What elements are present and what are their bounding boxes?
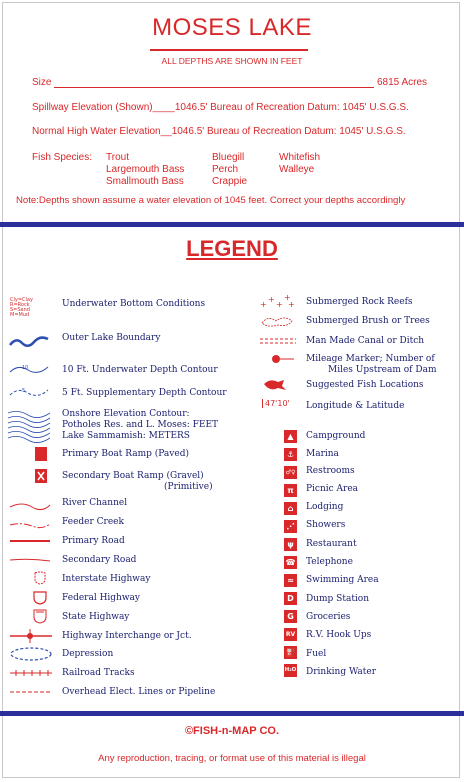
legend-label: Fuel <box>306 649 327 659</box>
depth-units-note: ALL DEPTHS ARE SHOWN IN FEET <box>161 56 303 66</box>
legend-label: Restaurant <box>306 539 357 549</box>
legend-label: Submerged Brush or Trees <box>306 316 430 326</box>
legend-label: Drinking Water <box>306 667 377 677</box>
legend-label: (Primitive) <box>164 482 213 492</box>
divider-band <box>0 222 464 227</box>
fish-species: Smallmouth Bass <box>106 176 184 187</box>
interchange-icon <box>8 627 54 645</box>
legend-label: Onshore Elevation Contour: <box>62 409 190 419</box>
primary-road-icon <box>8 536 52 546</box>
rock-reef-icon <box>258 293 298 309</box>
svg-text:S=Sand: S=Sand <box>10 307 30 313</box>
legend-label: Interstate Highway <box>62 574 151 584</box>
legend-label: Feeder Creek <box>62 517 124 527</box>
fish-species-label: Fish Species: <box>32 152 93 163</box>
normal-high-water: Normal High Water Elevation__1046.5' Bureau of Recreation Datum: 1045' U.S.G.S. <box>32 126 406 137</box>
footer-divider-band <box>0 711 464 716</box>
fish-species: Perch <box>212 164 239 175</box>
marina-icon: ⚓ <box>284 448 297 461</box>
swimming-icon: ≈ <box>284 574 297 587</box>
legend-label: Underwater Bottom Conditions <box>62 299 206 309</box>
lodging-icon: ⌂ <box>284 502 297 515</box>
legend-label: Overhead Elect. Lines or Pipeline <box>62 687 216 697</box>
campground-icon: ▲ <box>284 430 297 443</box>
legend-label: Outer Lake Boundary <box>62 333 161 343</box>
legend-label: Suggested Fish Locations <box>306 380 424 390</box>
dump-station-icon: D <box>284 592 297 605</box>
fuel-icon: ⛽ <box>285 648 296 657</box>
legend-label: Miles Upstream of Dam <box>328 365 437 375</box>
fish-species: Largemouth Bass <box>106 164 185 175</box>
depth-correction-note: Note:Depths shown assume a water elevation of 1045 feet. Correct your depths accordingly <box>16 195 406 206</box>
fish-species: Whitefish <box>279 152 321 163</box>
svg-text:+: + <box>276 300 283 309</box>
legend-label: Lodging <box>306 502 344 512</box>
legend-label: State Highway <box>62 612 130 622</box>
legend-label: Campground <box>306 431 366 441</box>
legend-label: River Channel <box>62 498 128 508</box>
title-underline <box>150 49 308 51</box>
legend-label: Secondary Boat Ramp (Gravel) <box>62 471 204 481</box>
legend-label: Showers <box>306 520 346 530</box>
showers-icon: ⋰ <box>284 520 297 533</box>
groceries-icon: G <box>284 610 297 623</box>
legend-label: Primary Boat Ramp (Paved) <box>62 449 189 459</box>
size-leader-line <box>54 87 374 88</box>
feeder-creek-icon <box>8 518 52 532</box>
spillway-elevation: Spillway Elevation (Shown)____1046.5' Bureau of Recreation Datum: 1045' U.S.G.S. <box>32 102 409 113</box>
legend-label: Longitude & Latitude <box>306 401 405 411</box>
restaurant-icon: ψ <box>284 538 297 551</box>
map-title: MOSES LAKE <box>152 14 312 41</box>
lake-boundary-icon <box>8 333 52 351</box>
svg-text:10: 10 <box>22 365 29 371</box>
mileage-marker-icon <box>266 352 296 366</box>
fish-location-icon <box>262 378 292 394</box>
legend-label: 5 Ft. Supplementary Depth Contour <box>62 388 227 398</box>
submerged-brush-icon <box>258 313 298 329</box>
federal-shield-icon <box>33 590 47 605</box>
depth-contour-5-icon <box>8 385 52 399</box>
legend-label: Potholes Res. and L. Moses: FEET <box>62 420 219 430</box>
legend-label: Highway Interchange or Jct. <box>62 631 192 641</box>
legend-label: 10 Ft. Underwater Depth Contour <box>62 365 218 375</box>
power-line-icon <box>8 687 54 697</box>
svg-text:+: + <box>284 293 291 302</box>
secondary-boat-ramp-icon <box>35 469 47 483</box>
depression-icon <box>8 645 54 663</box>
size-value: 6815 Acres <box>377 77 428 88</box>
fish-species: Walleye <box>279 164 315 175</box>
svg-text:5: 5 <box>22 388 26 394</box>
drinking-water-icon: H₂O <box>284 664 297 677</box>
interstate-shield-icon <box>33 571 47 585</box>
legend-label: Groceries <box>306 612 351 622</box>
legend-label: Marina <box>306 449 339 459</box>
railroad-icon <box>8 668 54 678</box>
legend-label: Man Made Canal or Ditch <box>306 336 425 346</box>
svg-text:M=Mud: M=Mud <box>10 312 30 317</box>
legend-label: Primary Road <box>62 536 125 546</box>
lat-long-icon: 47'10' <box>262 399 290 408</box>
svg-text:Cly=Clay: Cly=Clay <box>10 297 33 303</box>
restrooms-icon: ♂♀ <box>284 466 297 479</box>
bottom-conditions-icon <box>8 295 48 317</box>
state-shield-icon <box>33 609 47 624</box>
legend-label: Swimming Area <box>306 575 379 585</box>
legend-label: Dump Station <box>306 594 370 604</box>
legend-label: R.V. Hook Ups <box>306 630 372 640</box>
legend-title: LEGEND <box>186 236 278 261</box>
svg-text:+: + <box>260 300 267 309</box>
rv-hookup-icon: RV <box>284 628 297 641</box>
publisher-name: ©FISH-n-MAP CO. <box>184 725 280 737</box>
legend-label: Picnic Area <box>306 484 359 494</box>
legend-label: Submerged Rock Reefs <box>306 297 413 307</box>
legend-label: Lake Sammamish: METERS <box>62 431 190 441</box>
size-label: Size <box>32 77 52 88</box>
legend-label: Restrooms <box>306 466 355 476</box>
legend-label: Telephone <box>306 557 353 567</box>
secondary-road-icon <box>8 555 52 565</box>
river-channel-icon <box>8 499 52 513</box>
legend-label: Depression <box>62 649 114 659</box>
legend-label: Railroad Tracks <box>62 668 135 678</box>
legend-label: Federal Highway <box>62 593 141 603</box>
fish-species: Bluegill <box>212 152 245 163</box>
svg-text:+: + <box>288 300 295 309</box>
depth-contour-10-icon <box>8 362 52 376</box>
primary-boat-ramp-icon <box>35 447 47 461</box>
canal-icon <box>258 336 298 346</box>
fish-column-2 <box>212 152 247 188</box>
svg-text:+: + <box>268 295 275 304</box>
fish-species: Trout <box>106 152 129 163</box>
copyright-notice: Any reproduction, tracing, or format use of this material is illegal <box>98 753 366 764</box>
elevation-contour-icon <box>6 409 52 443</box>
telephone-icon: ☎ <box>285 558 296 567</box>
svg-text:R=Rock: R=Rock <box>10 302 30 308</box>
fish-column-1 <box>106 152 184 188</box>
fish-species: Crappie <box>212 176 248 187</box>
legend-label: Mileage Marker; Number of <box>306 354 435 364</box>
fish-column-3 <box>279 152 320 176</box>
legend-label: Secondary Road <box>62 555 137 565</box>
picnic-icon: π <box>284 484 297 497</box>
